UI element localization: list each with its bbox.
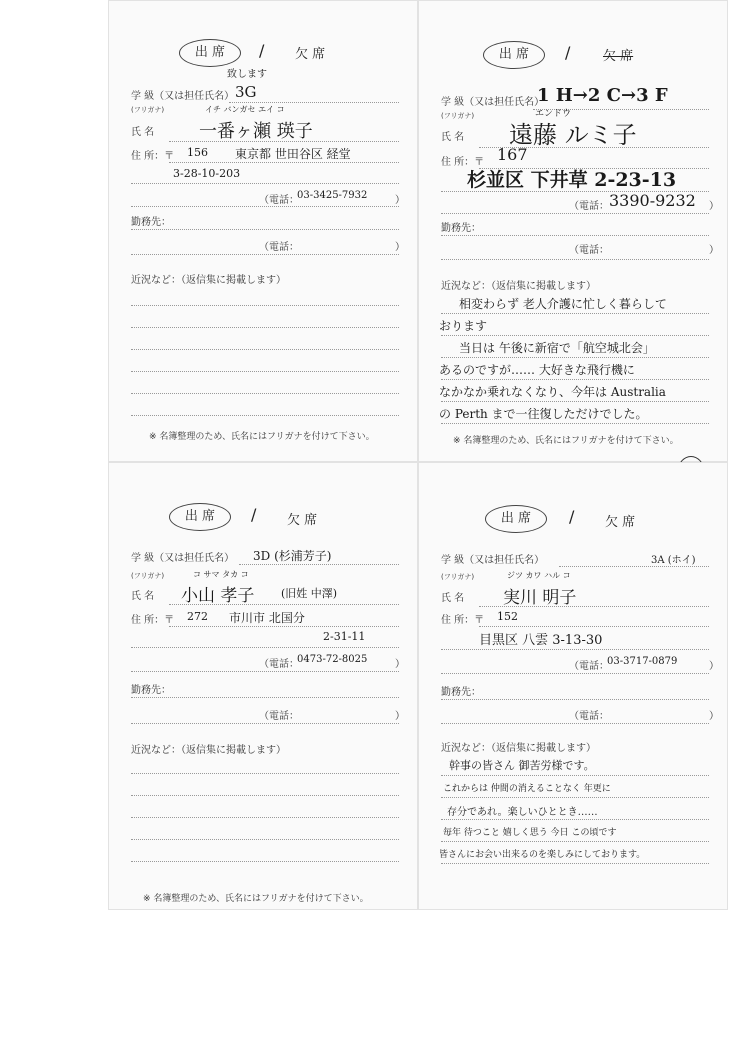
class-value: 3D (杉浦芳子) — [253, 549, 332, 563]
news-line: 当日は 午後に新宿で「航空城北会」 — [459, 341, 655, 355]
furigana-value: ジツ カワ ハル コ — [507, 571, 571, 580]
furigana-note: ※ 名簿整理のため、氏名にはフリガナを付けて下さい。 — [453, 436, 679, 446]
name-value: 実川 明子 — [503, 588, 577, 608]
postal-value: 167 — [497, 145, 528, 164]
address-label: 住 所：〒 — [441, 615, 485, 626]
news-label: 近況など：（返信集に掲載します） — [131, 745, 286, 756]
furigana-label: (フリガナ) — [441, 573, 475, 581]
news-line: あるのですが…… 大好きな飛行機に — [439, 363, 635, 377]
news-line: 皆さんにお会い出来るのを楽しみにしております。 — [439, 850, 646, 860]
absent-label: 欠 席 — [287, 513, 318, 528]
class-label: 学 級（又は担任氏名） — [441, 97, 545, 108]
class-value: 1 H→2 C→3 F — [537, 85, 668, 106]
work-tel-label: （電話： — [569, 711, 609, 722]
class-value: 3G — [235, 83, 257, 101]
work-label: 勤務先： — [131, 217, 171, 228]
address-line2: 2-31-11 — [323, 630, 366, 643]
address-label: 住 所：〒 — [441, 157, 485, 168]
reply-card-2: 出 席 / 欠 席 学 級（又は担任氏名） 1 H→2 C→3 F (フリガナ) エンドウ 氏 名 遠藤 ルミ子 住 所：〒 167 杉並区 下井草 2-23-13 （電話： 3390-9232 ） 勤務先： （電話： ） 近況など：（返信集に掲載します） 相変わらず 老人介護に忙しく暮らして おります 当日は 午後に新宿で「航空城北会」 あるのですが…… 大好きな飛行機に なかなか乗れなくなり、今年は Australia の Perth まで一往復しただけでした。 ※ 名簿整理のため、氏名にはフリガナを付けて下さい。 — [418, 0, 728, 462]
separator: / — [259, 41, 265, 60]
reply-card-1: 出 席 / 欠 席 致します 学 級（又は担任氏名） 3G (フリガナ) イチ バンガセ エイ コ 氏 名 一番ヶ瀬 瑛子 住 所：〒 156 東京都 世田谷区 経堂 3-28-10-203 （電話： 03-3425-7932 ） 勤務先： （電話： ） 近況など：（返信集に掲載します） ※ 名簿整理のため、氏名にはフリガナを付けて下さい。 — [108, 0, 418, 462]
name-label: 氏 名 — [441, 593, 465, 604]
furigana-value: コ サマ タカ コ — [193, 570, 249, 579]
attend-marker: 出 席 — [485, 505, 547, 533]
work-tel-label: （電話： — [569, 245, 609, 256]
work-label: 勤務先： — [441, 687, 481, 698]
news-label: 近況など：（返信集に掲載します） — [441, 743, 596, 754]
class-label: 学 級（又は担任氏名） — [441, 555, 545, 566]
news-label: 近況など：（返信集に掲載します） — [441, 281, 596, 292]
furigana-label: (フリガナ) — [131, 106, 165, 114]
furigana-note: ※ 名簿整理のため、氏名にはフリガナを付けて下さい。 — [143, 894, 369, 904]
tel-label: （電話： — [569, 661, 609, 672]
address-label: 住 所：〒 — [131, 151, 175, 162]
news-line: これからは 仲間の消えることなく 年更に — [443, 784, 611, 794]
name-note: (旧姓 中澤) — [281, 587, 338, 600]
separator: / — [569, 507, 575, 526]
reply-card-3: 出 席 / 欠 席 学 級（又は担任氏名） 3D (杉浦芳子) (フリガナ) コ サマ タカ コ 氏 名 小山 孝子 (旧姓 中澤) 住 所：〒 272 市川市 北国分 2-31-11 （電話： 0473-72-8025 ） 勤務先： （電話： ） 近況など：（返信集に掲載します） ※ 名簿整理のため、氏名にはフリガナを付けて下さい。 — [108, 462, 418, 910]
tel-label: （電話： — [259, 195, 299, 206]
news-line: 毎年 待つこと 嬉しく思う 今日 この頃です — [443, 828, 617, 838]
furigana-label: (フリガナ) — [131, 572, 165, 580]
address-line1: 市川市 北国分 — [229, 611, 305, 625]
separator: / — [565, 43, 571, 62]
tel-value: 03-3717-0879 — [607, 656, 678, 667]
tel-value: 3390-9232 — [609, 191, 696, 210]
absent-label: 欠 席 — [605, 515, 636, 530]
postal-value: 272 — [187, 610, 208, 623]
attend-marker: 出 席 — [179, 39, 241, 67]
address-line2: 3-28-10-203 — [173, 167, 241, 180]
news-line: おります — [439, 319, 488, 333]
name-label: 氏 名 — [131, 127, 155, 138]
reply-card-4: 出 席 / 欠 席 学 級（又は担任氏名） 3A (ホイ) (フリガナ) ジツ カワ ハル コ 氏 名 実川 明子 住 所：〒 152 目黒区 八雲 3-13-30 （電話： 03-3717-0879 ） 勤務先： （電話： ） 近況など：（返信集に掲載します） 幹事の皆さん 御苦労様です。 これからは 仲間の消えることなく 年更に 存分であれ。楽しいひととき…… 毎年 待つこと 嬉しく思う 今日 この頃です 皆さんにお会い出来るのを楽しみにしております。 — [418, 462, 728, 910]
postal-value: 152 — [497, 610, 518, 623]
address-label: 住 所：〒 — [131, 615, 175, 626]
news-line: 存分であれ。楽しいひととき…… — [447, 807, 598, 818]
attend-marker: 出 席 — [483, 41, 545, 69]
name-value: 小山 孝子 — [181, 586, 255, 606]
work-tel-label: （電話： — [259, 242, 299, 253]
name-label: 氏 名 — [131, 591, 155, 602]
furigana-label: (フリガナ) — [441, 112, 475, 120]
attend-marker: 出 席 — [169, 503, 231, 531]
news-label: 近況など：（返信集に掲載します） — [131, 275, 286, 286]
tel-value: 03-3425-7932 — [297, 190, 368, 201]
news-line: の Perth まで一往復しただけでした。 — [439, 407, 648, 421]
absent-label: 欠 席 — [603, 49, 634, 64]
tel-value: 0473-72-8025 — [297, 654, 368, 665]
separator: / — [251, 505, 257, 524]
furigana-note: ※ 名簿整理のため、氏名にはフリガナを付けて下さい。 — [149, 432, 375, 442]
tel-label: （電話： — [259, 659, 299, 670]
address-line1: 目黒区 八雲 3-13-30 — [479, 633, 603, 648]
name-value: 遠藤 ルミ子 — [509, 121, 637, 149]
news-line: 幹事の皆さん 御苦労様です。 — [449, 759, 595, 772]
work-tel-label: （電話： — [259, 711, 299, 722]
tel-label: （電話： — [569, 201, 609, 212]
address-line1: 東京都 世田谷区 経堂 — [235, 147, 351, 161]
news-line: 相変わらず 老人介護に忙しく暮らして — [459, 297, 667, 311]
handwritten-extra: 致します — [227, 69, 267, 80]
name-value: 一番ヶ瀬 瑛子 — [199, 121, 313, 142]
work-label: 勤務先： — [441, 223, 481, 234]
class-label: 学 級（又は担任氏名） — [131, 553, 235, 564]
furigana-value: イチ バンガセ エイ コ — [205, 105, 285, 114]
address-line1: 杉並区 下井草 2-23-13 — [467, 169, 677, 191]
work-label: 勤務先： — [131, 685, 171, 696]
furigana-value: エンドウ — [535, 109, 572, 119]
news-line: なかなか乗れなくなり、今年は Australia — [439, 385, 666, 399]
name-label: 氏 名 — [441, 132, 465, 143]
absent-label: 欠 席 — [295, 47, 326, 62]
postal-value: 156 — [187, 146, 208, 159]
class-value: 3A (ホイ) — [651, 555, 696, 566]
class-label: 学 級（又は担任氏名） — [131, 91, 235, 102]
